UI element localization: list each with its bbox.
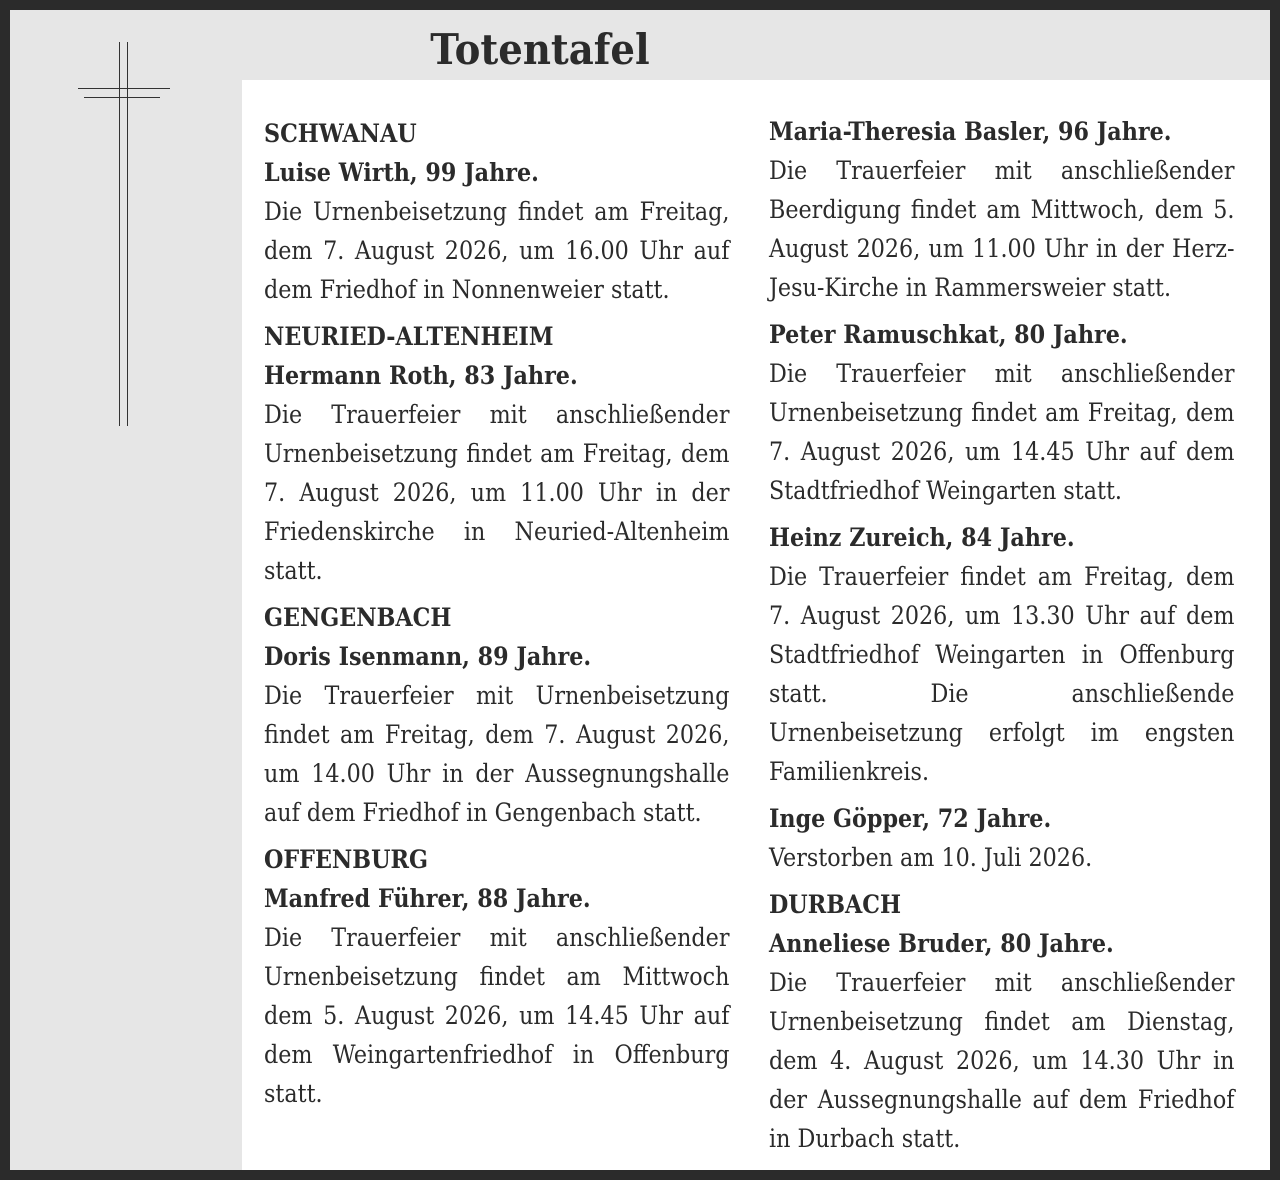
obituary-entry: [769, 518, 1234, 791]
obituary-entry: [264, 840, 729, 1113]
obituary-content: [242, 80, 1270, 1170]
left-column: [264, 112, 730, 1121]
place-heading: SCHWANAU: [264, 119, 417, 148]
deceased-name: Heinz Zureich, 84 Jahre.: [769, 523, 1075, 552]
obituary-entry: [769, 799, 1234, 877]
place-heading: NEURIED-ALTENHEIM: [264, 322, 554, 351]
deceased-name: Peter Ramuschkat, 80 Jahre.: [769, 320, 1128, 349]
cross-vertical-line: [127, 42, 128, 426]
deceased-name: Doris Isenmann, 89 Jahre.: [264, 642, 592, 671]
cross-horizontal-line: [84, 97, 160, 98]
ceremony-text: Die Trauerfeier mit anschließender Urnenbeisetzung findet am Dienstag, dem 4. August 2026, um 14.30 Uhr in der Aussegnungshalle auf dem Friedhof in Durbach statt.: [769, 968, 1235, 1153]
ceremony-text: Verstorben am 10. Juli 2026.: [769, 843, 1093, 872]
ceremony-text: Die Trauerfeier mit anschließender Urnenbeisetzung findet am Freitag, dem 7. August 2026, um 11.00 Uhr in der Friedenskirche in Neuried-Altenheim statt.: [264, 400, 730, 585]
cross-icon: [78, 42, 170, 426]
cross-horizontal-line: [78, 88, 170, 89]
right-column: [769, 112, 1235, 1166]
deceased-name: Manfred Führer, 88 Jahre.: [264, 884, 591, 913]
obituary-entry: [769, 885, 1234, 1158]
deceased-name: Luise Wirth, 99 Jahre.: [264, 158, 539, 187]
place-heading: GENGENBACH: [264, 603, 452, 632]
deceased-name: Inge Göpper, 72 Jahre.: [769, 804, 1052, 833]
deceased-name: Anneliese Bruder, 80 Jahre.: [769, 929, 1114, 958]
deceased-name: Hermann Roth, 83 Jahre.: [264, 361, 578, 390]
ceremony-text: Die Trauerfeier mit anschließender Beerdigung findet am Mittwoch, dem 5. August 2026, um 11.00 Uhr in der Herz-Jesu-Kirche in Rammersweier statt.: [769, 156, 1235, 302]
cross-vertical-line: [119, 42, 120, 426]
ceremony-text: Die Trauerfeier mit Urnenbeisetzung findet am Freitag, dem 7. August 2026, um 14.00 Uhr in der Aussegnungshalle auf dem Friedhof in Gengenbach statt.: [264, 681, 730, 827]
page-title: Totentafel: [430, 25, 650, 74]
deceased-name: Maria-Theresia Basler, 96 Jahre.: [769, 117, 1172, 146]
ceremony-text: Die Urnenbeisetzung findet am Freitag, dem 7. August 2026, um 16.00 Uhr auf dem Friedhof in Nonnenweier statt.: [264, 197, 730, 304]
obituary-entry: [264, 598, 729, 832]
place-heading: DURBACH: [769, 890, 901, 919]
obituary-entry: [264, 317, 729, 590]
place-heading: OFFENBURG: [264, 845, 428, 874]
obituary-entry: [769, 315, 1234, 510]
ceremony-text: Die Trauerfeier mit anschließender Urnenbeisetzung findet am Freitag, dem 7. August 2026, um 14.45 Uhr auf dem Stadtfriedhof Weingarten statt.: [769, 359, 1235, 505]
obituary-entry: [769, 112, 1234, 307]
obituary-entry: [264, 114, 729, 309]
ceremony-text: Die Trauerfeier findet am Freitag, dem 7. August 2026, um 13.30 Uhr auf dem Stadtfriedhof Weingarten in Offenburg statt. Die anschließende Urnenbeisetzung erfolgt im engsten Familienkreis.: [769, 562, 1235, 786]
ceremony-text: Die Trauerfeier mit anschließender Urnenbeisetzung findet am Mittwoch dem 5. August 2026, um 14.45 Uhr auf dem Weingartenfriedhof in Offenburg statt.: [264, 923, 730, 1108]
